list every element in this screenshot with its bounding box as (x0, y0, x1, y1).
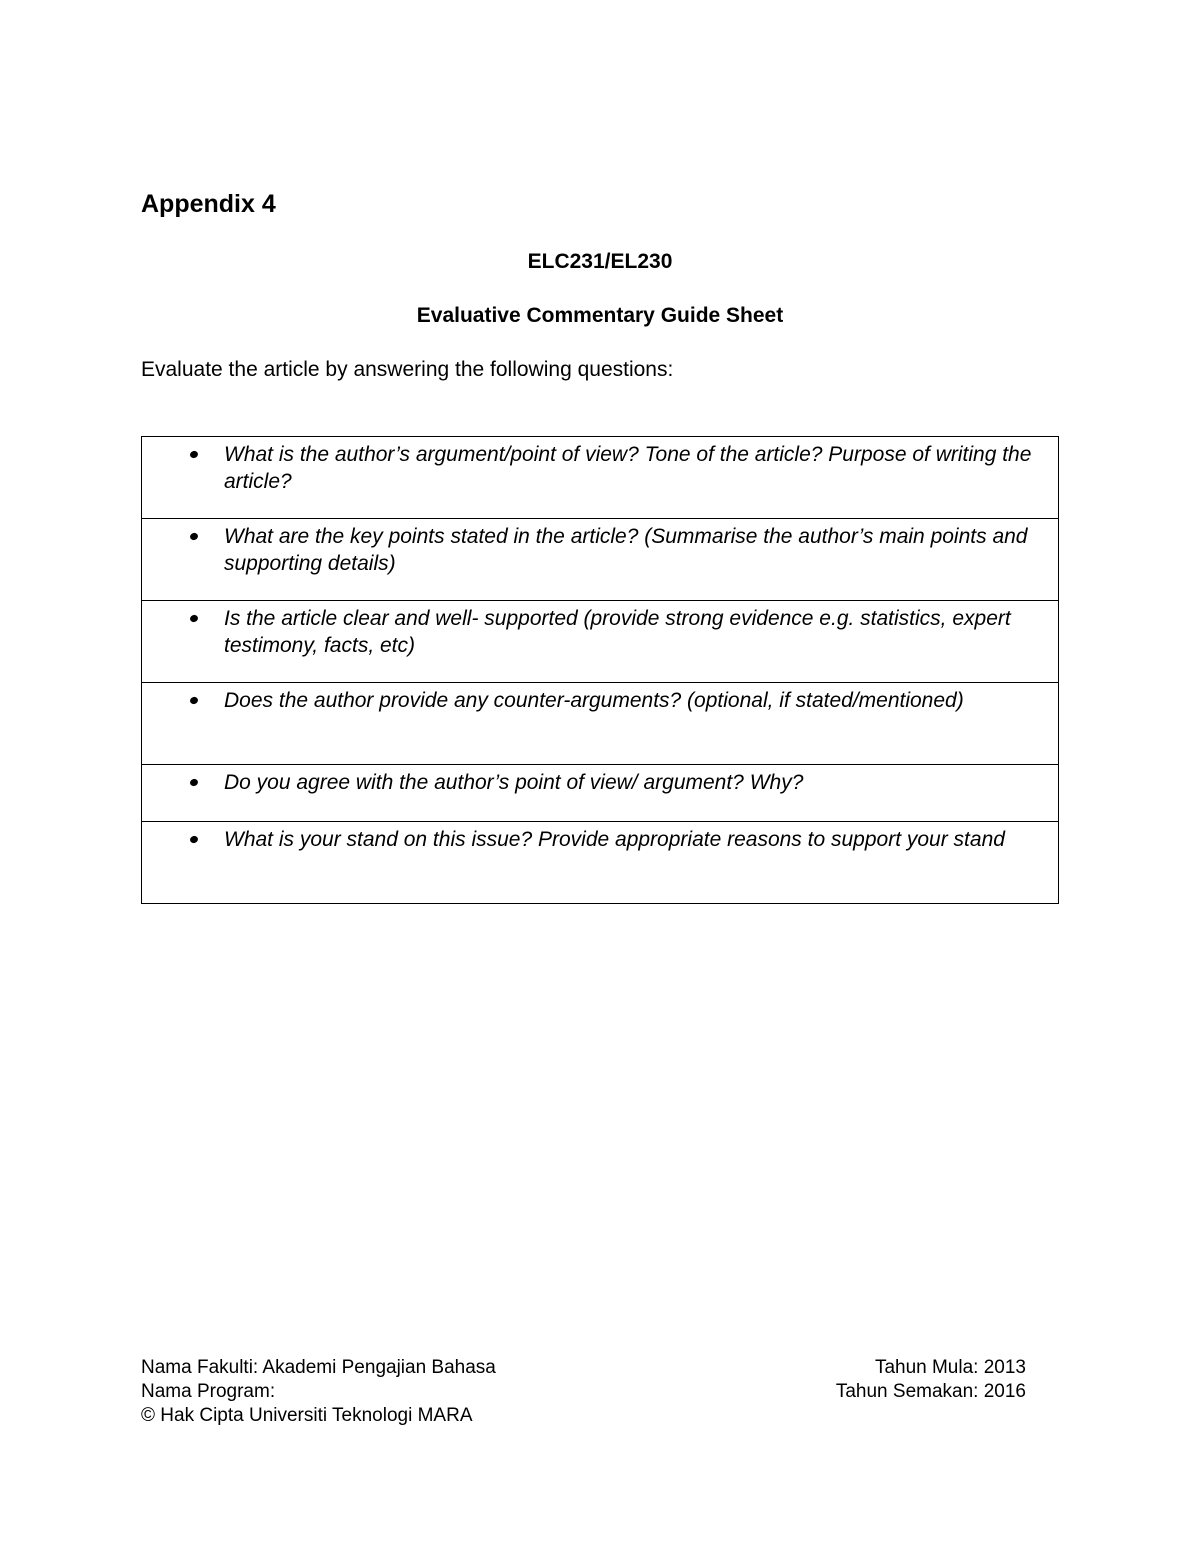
appendix-title: Appendix 4 (141, 190, 276, 218)
question-cell (142, 519, 1059, 601)
bullet-icon (189, 778, 199, 787)
question-text: Do you agree with the author’s point of view/ argument? Why? (224, 771, 804, 794)
bullet-icon (189, 835, 199, 844)
copyright-notice: © Hak Cipta Universiti Teknologi MARA (141, 1405, 473, 1426)
sheet-title: Evaluative Commentary Guide Sheet (416, 304, 784, 327)
question-cell (142, 601, 1059, 683)
table-row (142, 519, 1059, 601)
question-text: What are the key points stated in the article? (Summarise the author’s main points and supporting details) (224, 525, 1034, 575)
revision-year: Tahun Semakan: 2016 (835, 1381, 1026, 1402)
footer-right (836, 1356, 1026, 1404)
bullet-icon (189, 450, 199, 459)
bullet-icon (189, 532, 199, 541)
table-row (142, 437, 1059, 519)
program-name: Nama Program: (141, 1381, 276, 1402)
table-row (142, 765, 1059, 822)
question-text: Is the article clear and well- supported (provide strong evidence e.g. statistics, expert testimony, facts, etc) (224, 607, 1040, 657)
course-code: ELC231/EL230 (527, 250, 673, 273)
instruction-text: Evaluate the article by answering the following questions: (141, 358, 674, 381)
bullet-icon (189, 614, 199, 623)
question-cell (142, 765, 1059, 822)
question-cell (142, 683, 1059, 765)
question-table (141, 436, 1059, 904)
question-text: What is the author’s argument/point of view? Tone of the article? Purpose of writing the article? (224, 443, 1038, 493)
footer-left (141, 1356, 496, 1428)
question-cell (142, 822, 1059, 904)
start-year: Tahun Mula: 2013 (874, 1357, 1026, 1378)
bullet-icon (189, 696, 199, 705)
question-text: What is your stand on this issue? Provide appropriate reasons to support your stand (224, 828, 1005, 851)
faculty-name: Nama Fakulti: Akademi Pengajian Bahasa (141, 1357, 496, 1378)
table-row (142, 822, 1059, 904)
table-row (142, 683, 1059, 765)
question-text: Does the author provide any counter-arguments? (optional, if stated/mentioned) (224, 689, 964, 712)
table-row (142, 601, 1059, 683)
question-cell (142, 437, 1059, 519)
